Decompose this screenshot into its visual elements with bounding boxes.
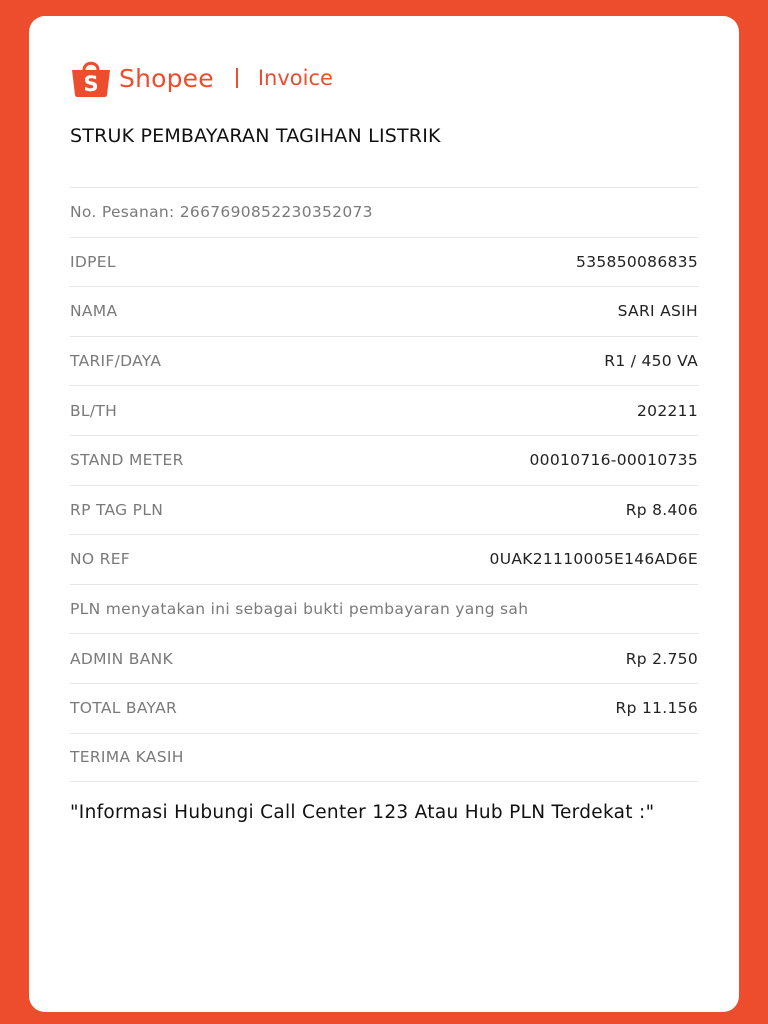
proof-statement-row [70, 584, 698, 634]
svg-text:S: S [83, 72, 99, 96]
invoice-card [29, 16, 739, 1012]
field-label: RP TAG PLN [70, 500, 164, 519]
total-value: Rp 11.156 [615, 699, 698, 718]
nama-row [70, 286, 698, 336]
field-value: Rp 8.406 [625, 500, 698, 519]
total-row [70, 683, 698, 733]
brand-name: Shopee [119, 63, 214, 93]
total-label: TOTAL BAYAR [70, 699, 178, 718]
stand-meter-row [70, 435, 698, 485]
field-value: 535850086835 [576, 252, 698, 271]
field-label: STAND METER [70, 451, 184, 470]
rp-tag-pln-row [70, 485, 698, 535]
receipt-title: STRUK PEMBAYARAN TAGIHAN LISTRIK [70, 125, 441, 147]
field-label: BL/TH [70, 401, 118, 420]
field-value: R1 / 450 VA [604, 352, 698, 371]
thanks-row [70, 733, 698, 783]
idpel-row [70, 237, 698, 287]
order-number: No. Pesanan: 2667690852230352073 [70, 203, 373, 222]
order-number-row [70, 187, 698, 237]
admin-bank-value: Rp 2.750 [625, 649, 698, 668]
field-label: TARIF/DAYA [70, 352, 162, 371]
section-label: Invoice [257, 66, 333, 90]
field-value: 0UAK21110005E146AD6E [489, 550, 698, 569]
receipt-details [70, 187, 698, 782]
shopee-bag-icon [69, 58, 113, 98]
call-center-note: "Informasi Hubungi Call Center 123 Atau Hub PLN Terdekat :" [70, 802, 655, 823]
field-label: NAMA [70, 302, 118, 321]
proof-statement: PLN menyatakan ini sebagai bukti pembayaran yang sah [70, 600, 529, 619]
field-label: NO REF [70, 550, 131, 569]
field-value: 202211 [637, 401, 698, 420]
field-value: SARI ASIH [617, 302, 698, 321]
shopee-invoice-header [69, 58, 333, 98]
header-divider [236, 68, 238, 88]
field-value: 00010716-00010735 [529, 451, 698, 470]
bl-th-row [70, 385, 698, 435]
field-label: IDPEL [70, 252, 116, 271]
no-ref-row [70, 534, 698, 584]
admin-bank-row [70, 633, 698, 683]
tarif-daya-row [70, 336, 698, 386]
thanks-text: TERIMA KASIH [70, 748, 184, 767]
admin-bank-label: ADMIN BANK [70, 649, 174, 668]
